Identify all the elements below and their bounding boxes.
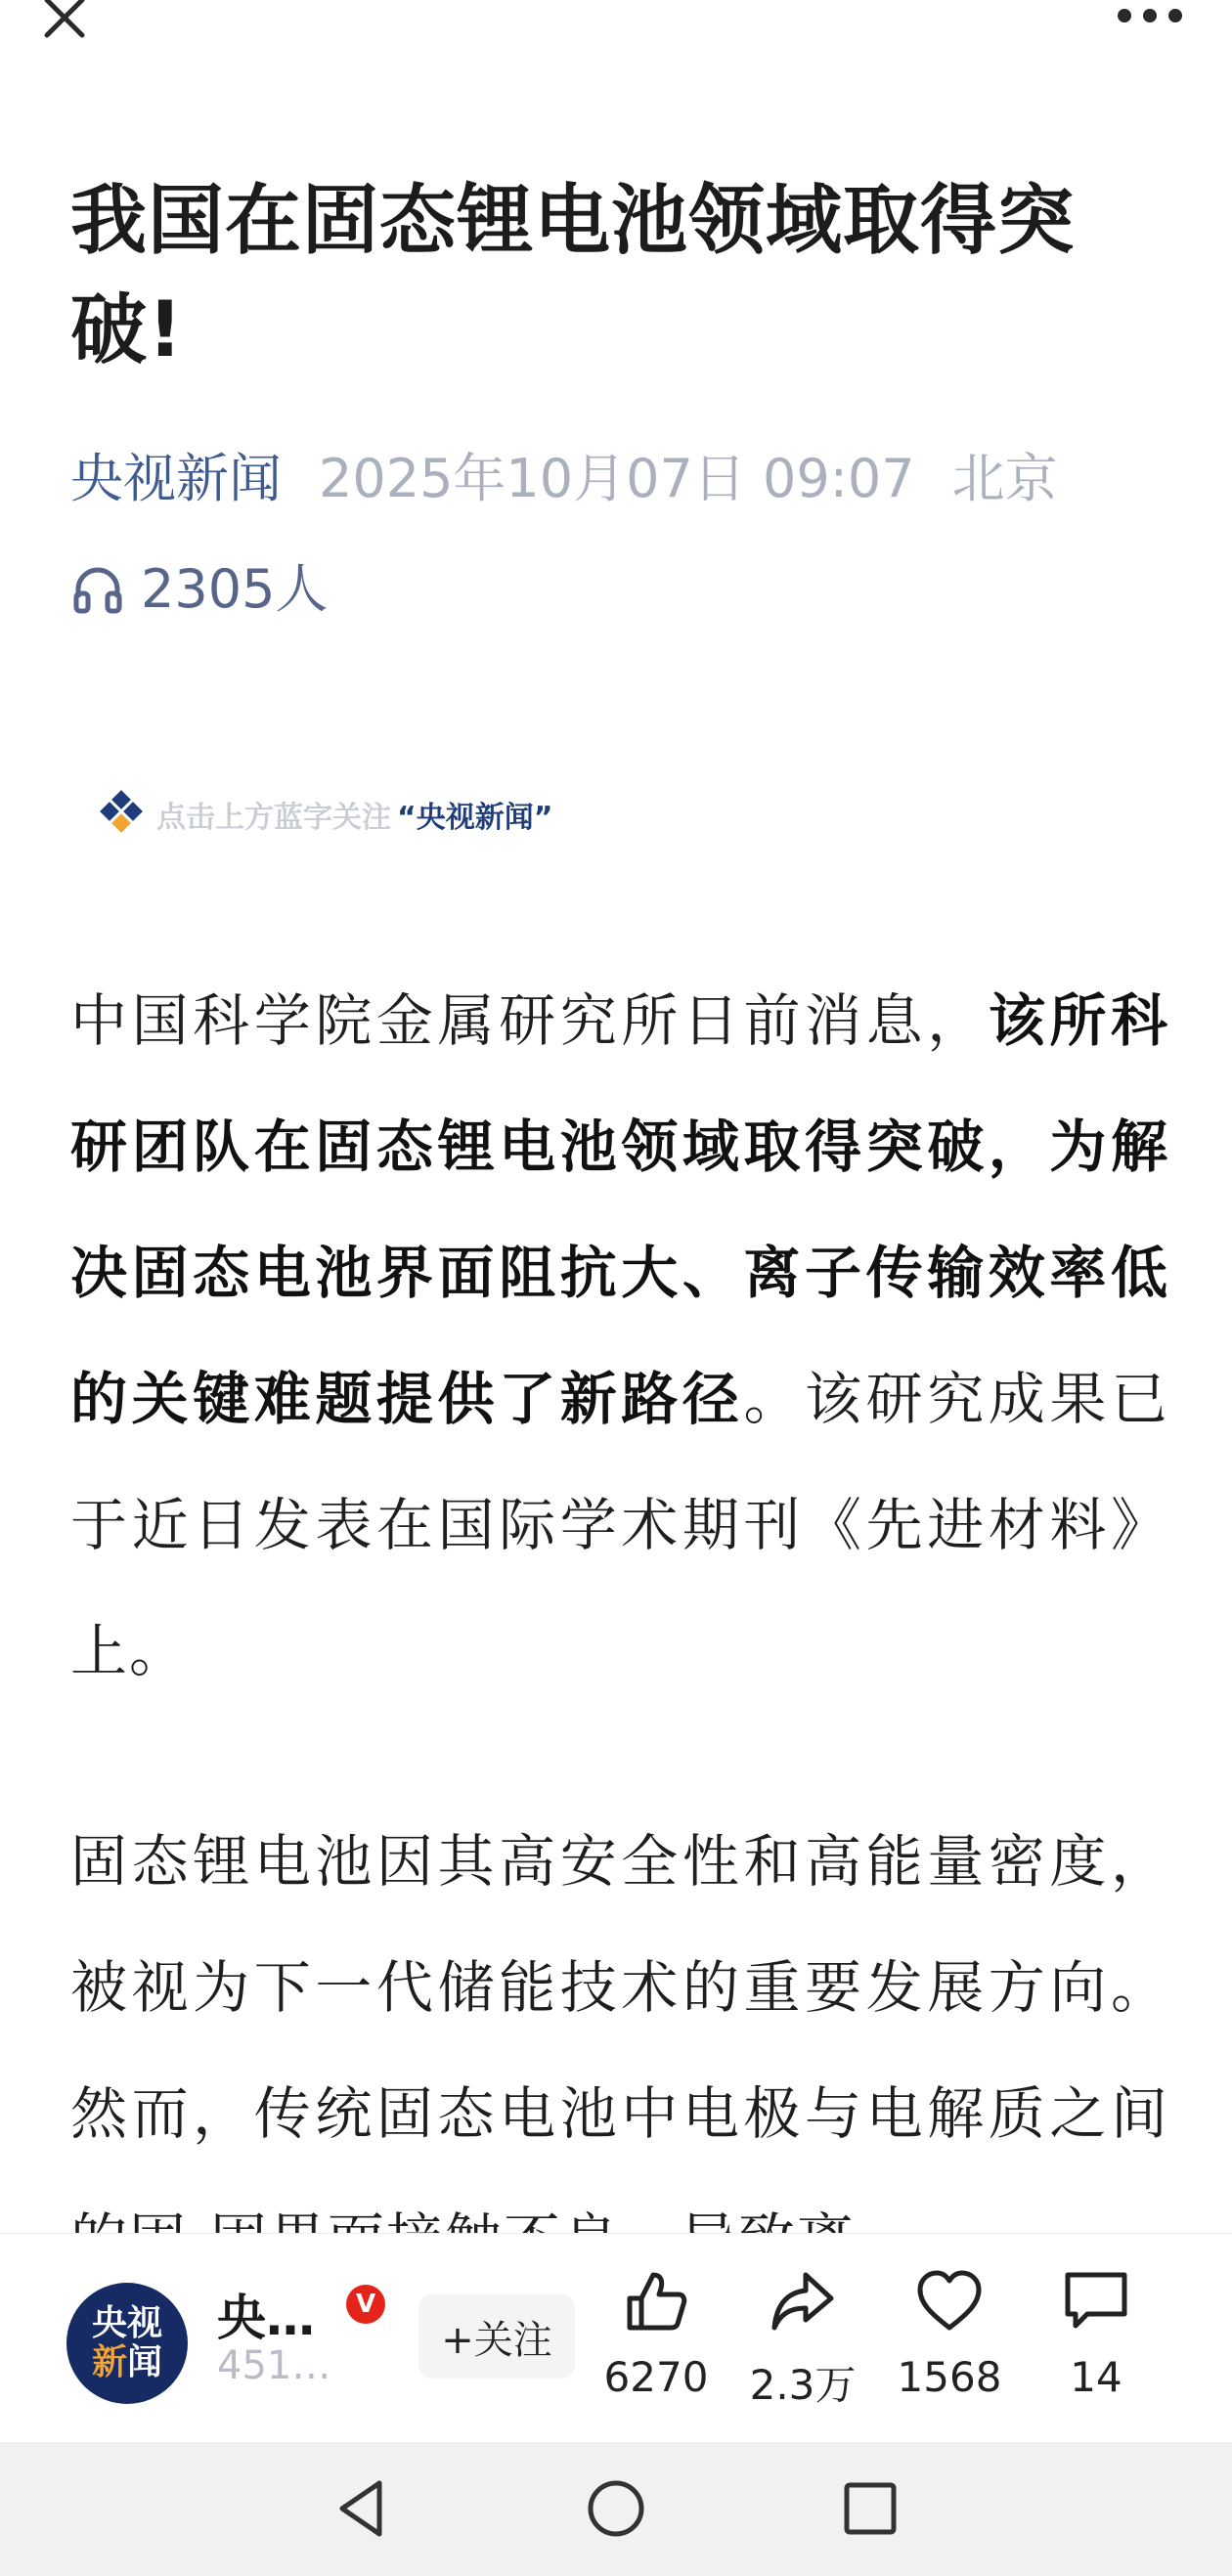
like-count: 6270: [603, 2353, 709, 2401]
article-body: [70, 958, 1169, 2303]
headphones-icon: [70, 562, 125, 617]
account-name[interactable]: 央…: [217, 2290, 315, 2346]
share-count: 2.3万: [749, 2361, 857, 2409]
source-link[interactable]: 央视新闻: [70, 448, 282, 509]
comment-count: 14: [1070, 2353, 1122, 2401]
account-followers: 451…: [217, 2343, 331, 2388]
article-meta: [70, 445, 1185, 513]
article-title: 我国在固态锂电池领域取得突破!: [70, 177, 1076, 374]
system-nav-bar: [0, 2442, 1232, 2576]
verified-badge: V: [346, 2285, 385, 2324]
nav-home-icon: [577, 2469, 655, 2548]
paragraph-1: 中国科学院金属研究所日前消息，该所科研团队在固态锂电池领域取得突破，为解决固态电池界面阻抗大、离子传输效率低的关键难题提供了新路径。该研究成果已于近日发表在国际学术期刊《先进材料》上。: [70, 987, 1169, 1684]
nav-back-icon: [323, 2469, 401, 2548]
share-icon: [769, 2267, 837, 2336]
banner-quote: “央视新闻”: [397, 801, 553, 835]
nav-back-button[interactable]: [323, 2469, 401, 2548]
top-bar: [0, 0, 1232, 59]
favorite-button[interactable]: [876, 2267, 1023, 2414]
nav-recent-icon: [831, 2469, 909, 2548]
favorite-count: 1568: [897, 2353, 1002, 2401]
diamond-logo-icon: [98, 790, 147, 839]
like-button[interactable]: [583, 2267, 729, 2414]
follow-banner[interactable]: [98, 790, 552, 839]
avatar[interactable]: 央视 新闻: [66, 2283, 188, 2404]
close-button[interactable]: [39, 0, 98, 43]
follow-button[interactable]: +关注: [418, 2294, 575, 2379]
comment-button[interactable]: [1023, 2267, 1169, 2414]
heart-icon: [915, 2267, 984, 2336]
bottom-action-bar: [0, 2233, 1232, 2443]
nav-home-button[interactable]: [577, 2469, 655, 2548]
banner-text: 点击上方蓝字关注: [156, 801, 391, 835]
share-button[interactable]: [729, 2267, 876, 2414]
listener-count: 2305人: [141, 558, 329, 620]
publish-datetime: 2025年10月07日 09:07: [319, 448, 915, 509]
bold-highlight: 该所科研团队在固态锂电池领域取得突破，为解决固态电池界面阻抗大、离子传输效率低的关键难题提供了新路径: [70, 987, 1169, 1432]
thumbs-up-icon: [622, 2267, 690, 2336]
more-icon: [1109, 0, 1197, 39]
close-icon: [39, 0, 98, 43]
publish-location: 北京: [951, 448, 1058, 509]
paragraph-2: 固态锂电池因其高安全性和高能量密度，被视为下一代储能技术的重要发展方向。然而，传统固态电池中电极与电解质之间: [70, 1828, 1169, 2147]
comment-icon: [1062, 2267, 1130, 2336]
nav-recent-button[interactable]: [831, 2469, 909, 2548]
more-button[interactable]: [1109, 0, 1197, 39]
listen-button[interactable]: [70, 555, 328, 624]
